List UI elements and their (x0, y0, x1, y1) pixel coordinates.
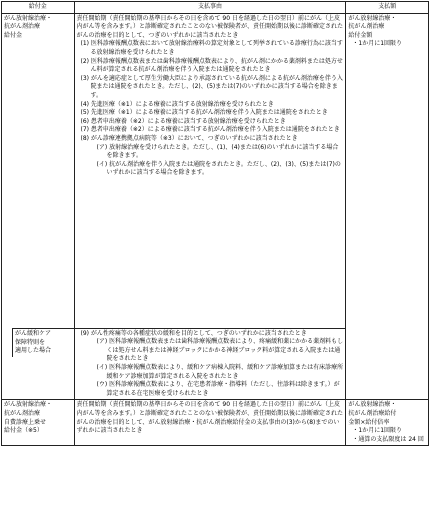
item-name: がん放射線治療・ 抗がん剤治療 自費診療上乗せ 給付金（※5） (4, 401, 53, 435)
benefit-table (1, 1, 429, 446)
pay-amount: がん放射線治療・ 抗がん剤治療 給付金額 (348, 14, 397, 39)
table-row (2, 400, 429, 446)
reason-lead: 責任開始期（責任開始期の基準日からその日を含めて 90 日を経過した日の翌日）前にがん（上皮内がん等を含みます。）と診断確定されたことのない被保険者が、責任開始期以後に診断確定されたがんの治療を目的として、つぎのいずれかに該当されたとき (76, 14, 344, 39)
rider-item-name: がん緩和ケア 保障特則を 適用した場合 (12, 328, 74, 357)
pay-condition: ・通算の支払限度は 24 回 (352, 435, 424, 443)
reason-lead: (9) がん性疼痛等の各種症状の緩和を目的として、つぎのいずれかに該当されたとき (80, 329, 307, 337)
item-cell (2, 400, 75, 446)
reason-item: (2) 医科診療報酬点数表または歯科診療報酬点数表により、抗がん剤にかかる薬剤料または処方せん料が算定される抗がん剤治療を伴う入院または通院をされたとき (80, 57, 343, 74)
reason-subitem: (イ) 抗がん剤治療を伴う入院または通院をされたとき。ただし、(2)、(3)、(5)または(7)のいずれかに該当する場合を除きます。 (96, 160, 341, 177)
item-name: がん放射線治療・ 抗がん剤治療 給付金 (4, 14, 53, 39)
reason-item: (4) 先進医療（※1）による療養に該当する放射線治療を受けられたとき (80, 100, 274, 108)
table-row (2, 13, 429, 328)
reason-item: (5) 先進医療（※1）による療養に該当する抗がん剤治療を伴う入院または通院をされたとき (80, 109, 328, 117)
reason-subitem: (ア) 医科診療報酬点数表または歯科診療報酬点数表により、疼痛緩和薬にかかる薬剤料もしくは処方せん料または神経ブロックにかかる神経ブロック料が算定される入院または通院をされたとき (96, 338, 344, 363)
reason-subitem: (イ) 医科診療報酬点数表により、緩和ケア病棟入院料、緩和ケア診療加算または有床診療所緩和ケア診療加算が算定される入院をされたとき (96, 363, 344, 380)
reason-subitem: (ア) 放射線治療を受けられたとき。ただし、(1)、(4)または(6)のいずれかに該当する場合を除きます。 (96, 143, 339, 160)
pay-condition: ・1か月に1回限り (352, 40, 403, 48)
reason-item: (7) 患者申出療養（※2）による療養に該当する抗がん剤治療を伴う入院または通院をされたとき (80, 126, 340, 134)
header-item: 給付金 (2, 2, 75, 14)
reason-cell (74, 400, 346, 446)
pay-cell (346, 13, 429, 400)
reason-cell (74, 13, 346, 328)
header-pay: 支払額 (346, 2, 429, 14)
pay-condition: ・1か月に1回限り (352, 427, 403, 435)
reason-cell (74, 328, 346, 400)
item-cell (2, 328, 75, 400)
pay-cell (346, 400, 429, 446)
header-reason: 支払事由 (74, 2, 346, 14)
reason-item: (1) 医科診療報酬点数表において放射線治療料の算定対象として列挙されている診療行為に該当する放射線治療を受けられたとき (80, 40, 343, 56)
pay-amount: がん放射線治療・ 抗がん剤治療給付 金額×給付倍率 (348, 401, 397, 426)
reason-text: 責任開始期（責任開始期の基準日からその日を含めて 90 日を経過した日の翌日）前にがん（上皮内がん等を含みます。）と診断確定されたことのない被保険者が、責任開始期以後に診断確定されたがんの治療を目的として、がん放射線治療・抗がん剤治療給付金の支払事由の(3)から(8)までのいずれかに該当されたとき (76, 401, 344, 435)
reason-item: (3) がんを適応症として厚生労働大臣により承認されている抗がん剤による抗がん剤治療を伴う入院または通院をされたとき。ただし、(2)、(5)または(7)のいずれかに該当する場合を除きます。 (80, 74, 343, 99)
table-header-row (2, 2, 429, 14)
reason-subitem: (ウ) 医科診療報酬点数表により、在宅患者診療・指導料（ただし、往診料は除きます。）が算定される在宅医療を受けられたとき (96, 381, 340, 397)
reason-item: (8) がん診療連携拠点病院等（※3）において、つぎのいずれかに該当されたとき (80, 134, 298, 142)
reason-item: (6) 患者申出療養（※2）による療養に該当する放射線治療を受けられたとき (80, 117, 286, 125)
item-cell (2, 13, 75, 328)
